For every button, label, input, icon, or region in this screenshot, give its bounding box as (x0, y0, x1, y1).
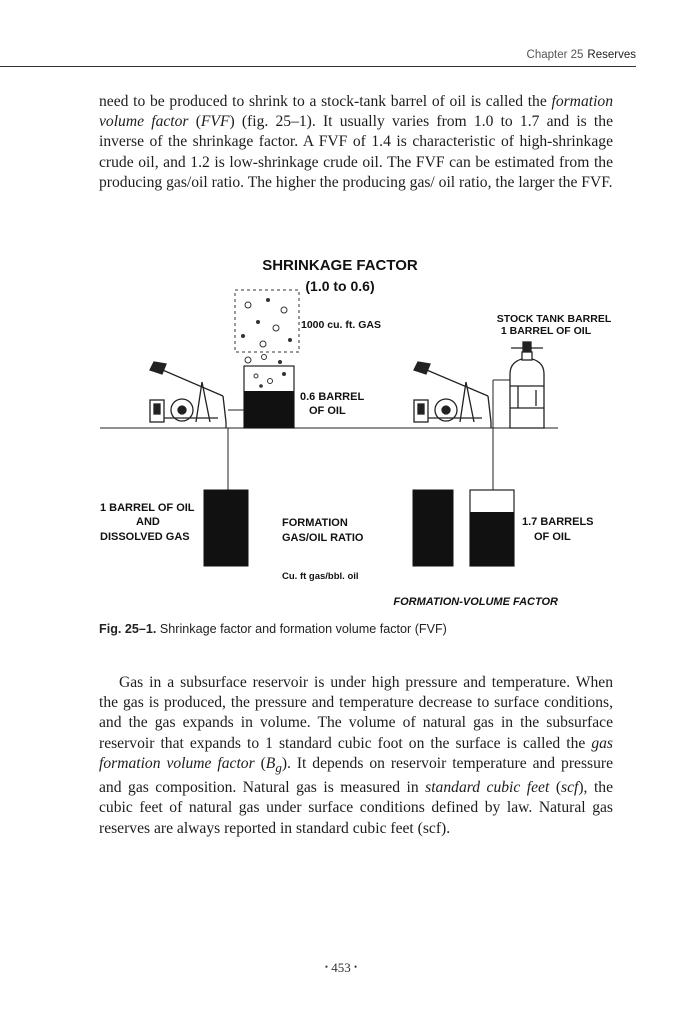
running-header (527, 49, 636, 61)
pumpjack-left-icon (150, 362, 226, 428)
section-label: Reserves (587, 49, 636, 61)
term-formation-volume-factor: formation volume factor (99, 93, 613, 131)
term-standard-cubic-feet: standard cubic feet (425, 779, 550, 797)
page-number-value: 453 (331, 960, 351, 975)
abbr-scf: scf (561, 779, 579, 797)
p2-text-3: ). It depends on reservoir temperature and pressure and gas composition. Natural gas is measured in (99, 754, 613, 797)
paragraph-fvf (99, 92, 613, 193)
pumpjack-right-icon (414, 362, 491, 428)
p2-text-1: Gas in a subsurface reservoir is under high pressure and temperature. When the gas is produced, the pressure and temperature decrease to surface conditions, and the gas expands in volume. The volume of natural gas in the subsurface reservoir that expands to 1 standard cubic foot on the surface is called the (99, 674, 613, 752)
symbol-subscript-g: g (275, 759, 282, 775)
left-label-line2: AND (136, 516, 160, 528)
gor-units: Cu. ft gas/bbl. oil (282, 571, 359, 582)
header-rule (0, 66, 636, 67)
shrinkage-title: SHRINKAGE FACTOR (262, 257, 418, 274)
reservoir-barrel-right-1 (413, 490, 453, 566)
stock-tank-icon (510, 342, 544, 428)
reservoir-barrel-right-2 (470, 490, 514, 566)
left-label-line1: 1 BARREL OF OIL (100, 502, 195, 514)
surface-barrel-0-6 (244, 366, 294, 428)
barrel-06-label-line1: 0.6 BARREL (300, 391, 365, 403)
fvf-title: FORMATION-VOLUME FACTOR (393, 596, 558, 608)
right-label-line2: OF OIL (534, 531, 571, 543)
page-dot-left: • (324, 962, 328, 972)
p2-text-2: ( (254, 754, 266, 772)
page-number (0, 960, 682, 976)
paragraph-gas-fvf (99, 673, 613, 839)
reservoir-barrel-left (204, 490, 248, 566)
page-dot-right: • (354, 962, 358, 972)
right-label-line1: 1.7 BARRELS (522, 516, 594, 528)
barrel-06-label-line2: OF OIL (309, 405, 346, 417)
gas-volume-label: 1000 cu. ft. GAS (301, 319, 381, 331)
shrinkage-range: (1.0 to 0.6) (305, 278, 375, 294)
stock-tank-label-line2: 1 BARREL OF OIL (500, 325, 592, 337)
chapter-label: Chapter 25 (526, 49, 584, 61)
stock-tank-label-line1: STOCK TANK BARREL (496, 313, 612, 325)
caption-label: Fig. 25–1. (99, 622, 157, 636)
p1-text-1: need to be produced to shrink to a stock-tank barrel of oil is called the (99, 93, 552, 110)
caption-text: Shrinkage factor and formation volume factor (FVF) (156, 622, 447, 636)
gas-cube (235, 290, 299, 352)
p1-text-3: ) (fig. 25–1). It usually varies from 1.0 to 1.7 and is the inverse of the shrinkage factor. A FVF of 1.4 is characteristic of high-shrinkage crude oil, and 1.2 is low-shrinkage crude oil. The FVF can be estimated from the producing gas/oil ratio. The higher the producing gas/ oil ratio, the larger the FVF. (99, 113, 613, 191)
figure-25-1 (98, 250, 614, 620)
p1-text-2: ( (188, 113, 201, 131)
figure-caption (99, 622, 619, 636)
gor-label-line1: FORMATION (282, 517, 348, 529)
p2-text-5: ), the cubic feet of natural gas under surface conditions defined by law. Natural gas reserves are always reported in standard cubic feet (scf). (99, 779, 614, 837)
abbr-fvf: FVF (200, 113, 230, 131)
symbol-b: B (265, 754, 276, 772)
term-gas-formation-volume-factor: gas formation volume factor (99, 734, 613, 772)
left-label-line3: DISSOLVED GAS (100, 531, 190, 543)
gor-label-line2: GAS/OIL RATIO (282, 532, 364, 544)
shrinkage-fvf-diagram (98, 250, 614, 620)
p2-text-4: ( (549, 779, 562, 797)
